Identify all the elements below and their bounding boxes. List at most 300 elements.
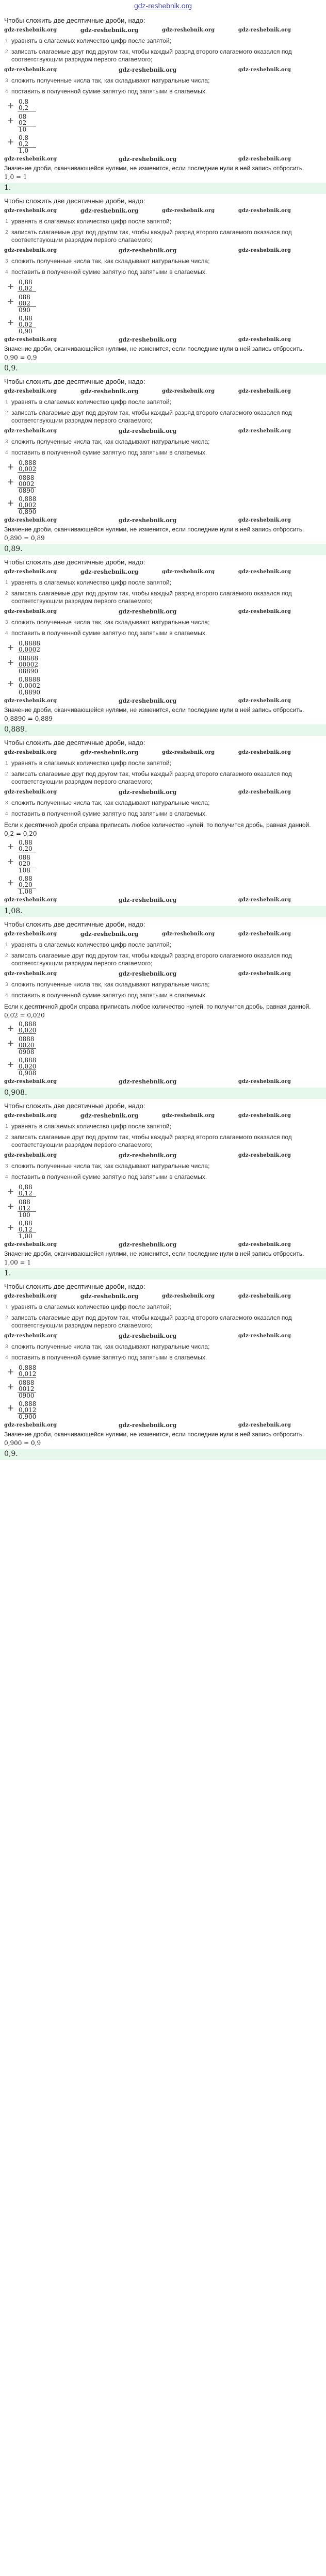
addend: 0,8888	[19, 640, 40, 647]
watermark-text: gdz-reshebnik.org	[118, 1078, 177, 1085]
step-4: 4 поставить в полученной сумме запятую под запятыми в слагаемых.	[5, 1354, 207, 1361]
watermark-text: gdz-reshebnik.org	[162, 931, 215, 937]
watermark-row	[4, 67, 322, 74]
step-text: сложить полученные числа так, как складывают натуральные числа;	[11, 799, 210, 806]
watermark-text: gdz-reshebnik.org	[238, 698, 291, 704]
watermark-text: gdz-reshebnik.org	[118, 336, 177, 343]
addend: 0,02	[19, 321, 32, 328]
sum: 108	[19, 867, 30, 874]
watermark-text: gdz-reshebnik.org	[238, 1153, 291, 1158]
addend: 0,88	[19, 279, 32, 286]
step-2: 2 записать слагаемые друг под другом так, чтобы каждый разряд второго слагаемого оказался под соответствующим разрядом первого слагаемого;	[5, 48, 292, 63]
watermark-text: gdz-reshebnik.org	[4, 27, 57, 33]
watermark-row	[4, 1078, 322, 1086]
addend: 0,2	[19, 140, 29, 148]
addend: 0,88	[19, 1184, 32, 1191]
column-addition	[8, 315, 322, 334]
zeros-note: Значение дроби, оканчивающейся нулями, не изменится, если последние нули в ней запись отбросить.	[4, 526, 304, 533]
exercise-section	[0, 920, 326, 1099]
intro-text: Чтобы сложить две десятичные дроби, надо:	[4, 920, 145, 928]
watermark-text: gdz-reshebnik.org	[238, 1242, 291, 1248]
watermark-text: gdz-reshebnik.org	[4, 337, 57, 343]
addend: 0,8	[19, 98, 29, 105]
watermark-row	[4, 1422, 322, 1429]
column-addition	[8, 1184, 322, 1197]
watermark-text: gdz-reshebnik.org	[238, 1079, 291, 1084]
watermark-row	[4, 970, 322, 978]
watermark-row	[4, 1293, 322, 1300]
column-addition	[8, 1199, 322, 1218]
step-4: 4 поставить в полученной сумме запятую под запятыми в слагаемых.	[5, 88, 207, 95]
step-1: 1 уравнять в слагаемых количество цифр после запятой;	[5, 579, 171, 586]
watermark-text: gdz-reshebnik.org	[118, 1152, 177, 1159]
step-3: 3 сложить полученные числа так, как складывают натуральные числа;	[5, 77, 210, 84]
watermark-text: gdz-reshebnik.org	[80, 749, 139, 756]
plus-sign: +	[7, 856, 14, 866]
sum: 100	[19, 1211, 30, 1219]
step-4: 4 поставить в полученной сумме запятую под запятыми в слагаемых.	[5, 449, 207, 456]
addend: 0,012	[19, 1370, 37, 1378]
addend: 0888	[19, 1035, 35, 1043]
addend: 0,888	[19, 459, 37, 466]
step-text: записать слагаемые друг под другом так, чтобы каждый разряд второго слагаемого оказался под соответствующим разрядом первого слагаемого;	[11, 590, 292, 605]
watermark-text: gdz-reshebnik.org	[118, 156, 177, 163]
content	[0, 17, 326, 1460]
column-addition	[8, 279, 322, 292]
watermark-text: gdz-reshebnik.org	[80, 1293, 139, 1300]
addend: 0,020	[19, 1063, 37, 1070]
step-text: поставить в полученной сумме запятую под запятыми в слагаемых.	[11, 1354, 207, 1361]
step-text: сложить полученные числа так, как складывают натуральные числа;	[11, 981, 210, 988]
plus-sign: +	[7, 1186, 14, 1196]
step-3: 3 сложить полученные числа так, как складывают натуральные числа;	[5, 257, 210, 265]
exercise-section	[0, 197, 326, 375]
step-text: записать слагаемые друг под другом так, чтобы каждый разряд второго слагаемого оказался под соответствующим разрядом первого слагаемого;	[11, 770, 292, 785]
step-3: 3 сложить полученные числа так, как складывают натуральные числа;	[5, 1343, 210, 1350]
sum: 0,90	[19, 328, 32, 335]
plus-sign: +	[7, 1382, 14, 1391]
watermark-text: gdz-reshebnik.org	[118, 789, 177, 796]
final-equation: 0,890 = 0,89	[4, 534, 45, 542]
watermark-text: gdz-reshebnik.org	[118, 608, 177, 615]
column-addition	[8, 1057, 322, 1076]
addend: 088	[19, 294, 30, 301]
step-2: 2 записать слагаемые друг под другом так, чтобы каждый разряд второго слагаемого оказался под соответствующим разрядом первого слагаемого;	[5, 952, 292, 967]
watermark-text: gdz-reshebnik.org	[118, 1241, 177, 1248]
addend: 088	[19, 1198, 30, 1206]
watermark-text: gdz-reshebnik.org	[118, 517, 177, 524]
step-3: 3 сложить полученные числа так, как складывают натуральные числа;	[5, 799, 210, 806]
step-1: 1 уравнять в слагаемых количество цифр после запятой;	[5, 1303, 171, 1310]
watermark-text: gdz-reshebnik.org	[162, 388, 215, 394]
addend: 08888	[19, 655, 39, 662]
step-text: записать слагаемые друг под другом так, чтобы каждый разряд второго слагаемого оказался под соответствующим разрядом первого слагаемого;	[11, 48, 292, 63]
watermark-text: gdz-reshebnik.org	[238, 337, 291, 343]
step-2: 2 записать слагаемые друг под другом так, чтобы каждый разряд второго слагаемого оказался под соответствующим разрядом первого слагаемого;	[5, 770, 292, 785]
watermark-text: gdz-reshebnik.org	[238, 67, 291, 73]
step-text: уравнять в слагаемых количество цифр после запятой;	[11, 579, 171, 586]
addend: 0,002	[19, 501, 37, 509]
addend: 0,2	[19, 104, 29, 111]
watermark-text: gdz-reshebnik.org	[4, 971, 57, 977]
addend: 0,0002	[19, 682, 40, 689]
watermark-text: gdz-reshebnik.org	[238, 897, 291, 903]
watermark-text: gdz-reshebnik.org	[4, 609, 57, 614]
watermark-text: gdz-reshebnik.org	[162, 27, 215, 33]
intro-text: Чтобы сложить две десятичные дроби, надо:	[4, 1102, 145, 1110]
answer-box: 1.	[0, 1268, 326, 1279]
watermark-row	[4, 749, 322, 756]
watermark-row	[4, 897, 322, 904]
step-text: уравнять в слагаемых количество цифр после запятой;	[11, 37, 171, 44]
column-addition	[8, 496, 322, 515]
watermark-text: gdz-reshebnik.org	[80, 207, 139, 214]
watermark-text: gdz-reshebnik.org	[4, 897, 57, 903]
step-text: уравнять в слагаемых количество цифр после запятой;	[11, 941, 171, 948]
plus-sign: +	[7, 1038, 14, 1048]
watermark-text: gdz-reshebnik.org	[4, 1293, 57, 1299]
addend: 0002	[19, 480, 35, 488]
addend: 0,88	[19, 839, 32, 846]
exercise-section	[0, 558, 326, 736]
watermark-text: gdz-reshebnik.org	[4, 569, 57, 575]
watermark-text: gdz-reshebnik.org	[238, 1333, 291, 1339]
step-1: 1 уравнять в слагаемых количество цифр после запятой;	[5, 759, 171, 767]
watermark-text: gdz-reshebnik.org	[238, 569, 291, 575]
watermark-text: gdz-reshebnik.org	[238, 971, 291, 977]
final-equation: 1,0 = 1	[4, 173, 27, 181]
final-equation: 0,8890 = 0,889	[4, 715, 53, 722]
step-1: 1 уравнять в слагаемых количество цифр после запятой;	[5, 218, 171, 225]
watermark-text: gdz-reshebnik.org	[4, 789, 57, 795]
column-addition	[8, 460, 322, 473]
step-4: 4 поставить в полученной сумме запятую под запятыми в слагаемых.	[5, 268, 207, 276]
step-3: 3 сложить полученные числа так, как складывают натуральные числа;	[5, 438, 210, 445]
final-equation: 0,90 = 0,9	[4, 354, 37, 361]
exercise-section	[0, 17, 326, 194]
addend: 02	[19, 119, 27, 126]
watermark-text: gdz-reshebnik.org	[238, 428, 291, 434]
addend: 020	[19, 860, 30, 867]
answer-box: 0,9.	[0, 363, 326, 375]
zeros-note: Значение дроби, оканчивающейся нулями, не изменится, если последние нули в ней запись отбросить.	[4, 345, 304, 352]
column-addition	[8, 655, 322, 674]
step-2: 2 записать слагаемые друг под другом так, чтобы каждый разряд второго слагаемого оказался под соответствующим разрядом первого слагаемого;	[5, 409, 292, 424]
exercise-section	[0, 739, 326, 917]
watermark-text: gdz-reshebnik.org	[162, 750, 215, 755]
addend: 0,888	[19, 1020, 37, 1028]
site-header-link[interactable]: gdz-reshebnik.org	[134, 2, 192, 10]
watermark-text: gdz-reshebnik.org	[238, 1113, 291, 1119]
step-2: 2 записать слагаемые друг под другом так, чтобы каждый разряд второго слагаемого оказался под соответствующим разрядом первого слагаемого;	[5, 1314, 292, 1329]
sum: 0,890	[19, 508, 37, 515]
watermark-text: gdz-reshebnik.org	[80, 27, 139, 34]
column-addition	[8, 1036, 322, 1055]
plus-sign: +	[7, 1059, 14, 1069]
watermark-text: gdz-reshebnik.org	[118, 698, 177, 704]
watermark-text: gdz-reshebnik.org	[118, 67, 177, 73]
step-4: 4 поставить в полученной сумме запятую под запятыми в слагаемых.	[5, 629, 207, 637]
watermark-row	[4, 27, 322, 34]
watermark-text: gdz-reshebnik.org	[4, 1079, 57, 1084]
plus-sign: +	[7, 1403, 14, 1413]
step-3: 3 сложить полученные числа так, как складывают натуральные числа;	[5, 619, 210, 626]
step-4: 4 поставить в полученной сумме запятую под запятыми в слагаемых.	[5, 1173, 207, 1180]
addend: 0,20	[19, 881, 32, 888]
step-text: поставить в полученной сумме запятую под запятыми в слагаемых.	[11, 810, 207, 817]
watermark-text: gdz-reshebnik.org	[162, 569, 215, 575]
plus-sign: +	[7, 101, 14, 110]
watermark-text: gdz-reshebnik.org	[118, 1422, 177, 1429]
step-text: сложить полученные числа так, как складывают натуральные числа;	[11, 619, 210, 626]
watermark-row	[4, 207, 322, 215]
watermark-row	[4, 388, 322, 395]
addend: 0,0002	[19, 646, 40, 653]
answer-box: 0,889.	[0, 724, 326, 736]
column-addition	[8, 475, 322, 494]
watermark-row	[4, 428, 322, 435]
plus-sign: +	[7, 1023, 14, 1033]
watermark-row	[4, 336, 322, 344]
watermark-text: gdz-reshebnik.org	[4, 517, 57, 523]
sum: 090	[19, 306, 30, 314]
step-text: поставить в полученной сумме запятую под запятыми в слагаемых.	[11, 629, 207, 637]
sum: 0908	[19, 1048, 35, 1056]
watermark-text: gdz-reshebnik.org	[238, 789, 291, 795]
intro-text: Чтобы сложить две десятичные дроби, надо:	[4, 197, 145, 205]
column-addition	[8, 1380, 322, 1399]
answer-box: 0,9.	[0, 1449, 326, 1460]
intro-text: Чтобы сложить две десятичные дроби, надо:	[4, 558, 145, 566]
watermark-text: gdz-reshebnik.org	[238, 750, 291, 755]
answer-box: 0,908.	[0, 1088, 326, 1099]
step-2: 2 записать слагаемые друг под другом так, чтобы каждый разряд второго слагаемого оказался под соответствующим разрядом первого слагаемого;	[5, 590, 292, 605]
final-equation: 1,00 = 1	[4, 1259, 31, 1266]
step-text: поставить в полученной сумме запятую под запятыми в слагаемых.	[11, 1173, 207, 1180]
watermark-text: gdz-reshebnik.org	[118, 428, 177, 434]
sum: 1,0	[19, 147, 29, 154]
watermark-text: gdz-reshebnik.org	[238, 1422, 291, 1428]
column-addition	[8, 135, 322, 154]
addend: 0,8	[19, 134, 29, 141]
watermark-text: gdz-reshebnik.org	[80, 569, 139, 575]
watermark-text: gdz-reshebnik.org	[238, 208, 291, 214]
prepend-note: Если к десятичной дроби справа приписать любое количество нулей, то получится дробь, равная данной.	[4, 821, 311, 829]
step-text: записать слагаемые друг под другом так, чтобы каждый разряд второго слагаемого оказался под соответствующим разрядом первого слагаемого;	[11, 409, 292, 424]
addend: 0,88	[19, 315, 32, 322]
watermark-text: gdz-reshebnik.org	[238, 609, 291, 614]
column-addition	[8, 839, 322, 852]
step-1: 1 уравнять в слагаемых количество цифр после запятой;	[5, 1123, 171, 1130]
answer-box: 1.	[0, 183, 326, 194]
watermark-text: gdz-reshebnik.org	[80, 388, 139, 395]
watermark-text: gdz-reshebnik.org	[162, 208, 215, 214]
step-2: 2 записать слагаемые друг под другом так, чтобы каждый разряд второго слагаемого оказался под соответствующим разрядом первого слагаемого;	[5, 1133, 292, 1148]
sum: 0,8890	[19, 689, 40, 696]
column-addition	[8, 676, 322, 695]
step-4: 4 поставить в полученной сумме запятую под запятыми в слагаемых.	[5, 992, 207, 999]
watermark-text: gdz-reshebnik.org	[4, 1113, 57, 1119]
sum: 10	[19, 126, 27, 133]
step-2: 2 записать слагаемые друг под другом так, чтобы каждый разряд второго слагаемого оказался под соответствующим разрядом первого слагаемого;	[5, 229, 292, 244]
watermark-text: gdz-reshebnik.org	[4, 1422, 57, 1428]
step-text: уравнять в слагаемых количество цифр после запятой;	[11, 1303, 171, 1310]
addend: 0020	[19, 1042, 35, 1049]
exercise-section	[0, 1102, 326, 1279]
watermark-row	[4, 608, 322, 615]
watermark-row	[4, 156, 322, 163]
plus-sign: +	[7, 477, 14, 487]
watermark-text: gdz-reshebnik.org	[80, 1112, 139, 1119]
plus-sign: +	[7, 678, 14, 688]
plus-sign: +	[7, 1201, 14, 1211]
step-text: записать слагаемые друг под другом так, чтобы каждый разряд второго слагаемого оказался под соответствующим разрядом первого слагаемого;	[11, 1314, 292, 1329]
step-text: сложить полученные числа так, как складывают натуральные числа;	[11, 438, 210, 445]
watermark-row	[4, 698, 322, 705]
addend: 0,888	[19, 1057, 37, 1064]
addend: 0,8888	[19, 676, 40, 683]
sum: 0900	[19, 1392, 35, 1399]
plus-sign: +	[7, 1222, 14, 1232]
intro-text: Чтобы сложить две десятичные дроби, надо:	[4, 1283, 145, 1290]
sum: 0,908	[19, 1070, 37, 1077]
addend: 0012	[19, 1385, 35, 1392]
step-text: сложить полученные числа так, как складывают натуральные числа;	[11, 1162, 210, 1170]
watermark-text: gdz-reshebnik.org	[4, 1242, 57, 1248]
extra-equation: 0,2 = 0,20	[4, 830, 37, 837]
watermark-text: gdz-reshebnik.org	[4, 248, 57, 253]
watermark-text: gdz-reshebnik.org	[238, 156, 291, 162]
watermark-text: gdz-reshebnik.org	[118, 247, 177, 254]
prepend-note: Если к десятичной дроби справа приписать любое количество нулей, то получится дробь, равная данной.	[4, 1003, 311, 1010]
answer-box: 1,08.	[0, 906, 326, 917]
step-text: поставить в полученной сумме запятую под запятыми в слагаемых.	[11, 992, 207, 999]
watermark-text: gdz-reshebnik.org	[4, 1333, 57, 1339]
watermark-text: gdz-reshebnik.org	[4, 750, 57, 755]
plus-sign: +	[7, 657, 14, 667]
column-addition	[8, 1365, 322, 1378]
column-addition	[8, 1021, 322, 1034]
watermark-row	[4, 1152, 322, 1159]
zeros-note: Значение дроби, оканчивающейся нулями, не изменится, если последние нули в ней запись отбросить.	[4, 706, 304, 714]
watermark-text: gdz-reshebnik.org	[4, 388, 57, 394]
watermark-text: gdz-reshebnik.org	[162, 1113, 215, 1119]
watermark-text: gdz-reshebnik.org	[118, 970, 177, 977]
column-addition	[8, 114, 322, 133]
zeros-note: Значение дроби, оканчивающейся нулями, не изменится, если последние нули в ней запись отбросить.	[4, 1431, 304, 1438]
addend: 00002	[19, 661, 39, 668]
step-text: уравнять в слагаемых количество цифр после запятой;	[11, 1123, 171, 1130]
step-text: уравнять в слагаемых количество цифр после запятой;	[11, 398, 171, 406]
step-text: записать слагаемые друг под другом так, чтобы каждый разряд второго слагаемого оказался под соответствующим разрядом первого слагаемого;	[11, 1133, 292, 1148]
watermark-text: gdz-reshebnik.org	[238, 27, 291, 33]
watermark-row	[4, 789, 322, 796]
addend: 0,020	[19, 1027, 37, 1034]
addend: 0,12	[19, 1226, 32, 1233]
column-addition	[8, 1401, 322, 1420]
addend: 0,88	[19, 875, 32, 882]
watermark-text: gdz-reshebnik.org	[4, 698, 57, 704]
plus-sign: +	[7, 841, 14, 851]
watermark-text: gdz-reshebnik.org	[238, 1293, 291, 1299]
step-text: поставить в полученной сумме запятую под запятыми в слагаемых.	[11, 88, 207, 95]
column-addition	[8, 876, 322, 895]
watermark-text: gdz-reshebnik.org	[4, 428, 57, 434]
plus-sign: +	[7, 878, 14, 887]
watermark-row	[4, 517, 322, 524]
extra-equation: 0,02 = 0,020	[4, 1012, 45, 1019]
column-addition	[8, 294, 322, 313]
watermark-text: gdz-reshebnik.org	[118, 1333, 177, 1339]
step-text: сложить полученные числа так, как складывают натуральные числа;	[11, 257, 210, 265]
addend: 0,888	[19, 1364, 37, 1371]
addend: 0,888	[19, 1400, 37, 1407]
watermark-text: gdz-reshebnik.org	[162, 1293, 215, 1299]
watermark-row	[4, 247, 322, 254]
addend: 0,888	[19, 495, 37, 503]
watermark-text: gdz-reshebnik.org	[4, 67, 57, 73]
exercise-section	[0, 1283, 326, 1460]
watermark-text: gdz-reshebnik.org	[4, 1153, 57, 1158]
addend: 002	[19, 300, 30, 307]
watermark-text: gdz-reshebnik.org	[4, 931, 57, 937]
addend: 012	[19, 1205, 30, 1212]
watermark-text: gdz-reshebnik.org	[238, 388, 291, 394]
step-text: поставить в полученной сумме запятую под запятыми в слагаемых.	[11, 449, 207, 456]
sum: 0890	[19, 487, 35, 494]
final-equation: 0,900 = 0,9	[4, 1439, 41, 1447]
addend: 0,88	[19, 1220, 32, 1227]
plus-sign: +	[7, 317, 14, 327]
step-text: сложить полученные числа так, как складывают натуральные числа;	[11, 77, 210, 84]
addend: 088	[19, 854, 30, 861]
addend: 0888	[19, 1379, 35, 1386]
addend: 0888	[19, 474, 35, 481]
plus-sign: +	[7, 642, 14, 652]
watermark-row	[4, 1241, 322, 1249]
intro-text: Чтобы сложить две десятичные дроби, надо:	[4, 739, 145, 747]
addend: 0,002	[19, 465, 37, 473]
intro-text: Чтобы сложить две десятичные дроби, надо:	[4, 378, 145, 385]
step-text: записать слагаемые друг под другом так, чтобы каждый разряд второго слагаемого оказался под соответствующим разрядом первого слагаемого;	[11, 229, 292, 244]
watermark-text: gdz-reshebnik.org	[80, 931, 139, 937]
plus-sign: +	[7, 498, 14, 508]
addend: 0,012	[19, 1406, 37, 1414]
plus-sign: +	[7, 1367, 14, 1376]
watermark-text: gdz-reshebnik.org	[4, 156, 57, 162]
column-addition	[8, 854, 322, 873]
watermark-text: gdz-reshebnik.org	[238, 248, 291, 253]
exercise-section	[0, 378, 326, 555]
plus-sign: +	[7, 462, 14, 472]
zeros-note: Значение дроби, оканчивающейся нулями, не изменится, если последние нули в ней запись отбросить.	[4, 165, 304, 172]
step-3: 3 сложить полученные числа так, как складывают натуральные числа;	[5, 1162, 210, 1170]
watermark-text: gdz-reshebnik.org	[238, 517, 291, 523]
addend: 0,20	[19, 845, 32, 852]
addend: 0,02	[19, 285, 32, 292]
sum: 08890	[19, 668, 39, 675]
watermark-text: gdz-reshebnik.org	[238, 931, 291, 937]
column-addition	[8, 1220, 322, 1239]
watermark-text: gdz-reshebnik.org	[4, 208, 57, 214]
step-1: 1 уравнять в слагаемых количество цифр после запятой;	[5, 37, 171, 44]
intro-text: Чтобы сложить две десятичные дроби, надо:	[4, 17, 145, 24]
column-addition	[8, 640, 322, 653]
plus-sign: +	[7, 116, 14, 125]
column-addition	[8, 99, 322, 111]
watermark-row	[4, 931, 322, 938]
step-text: поставить в полученной сумме запятую под запятыми в слагаемых.	[11, 268, 207, 276]
